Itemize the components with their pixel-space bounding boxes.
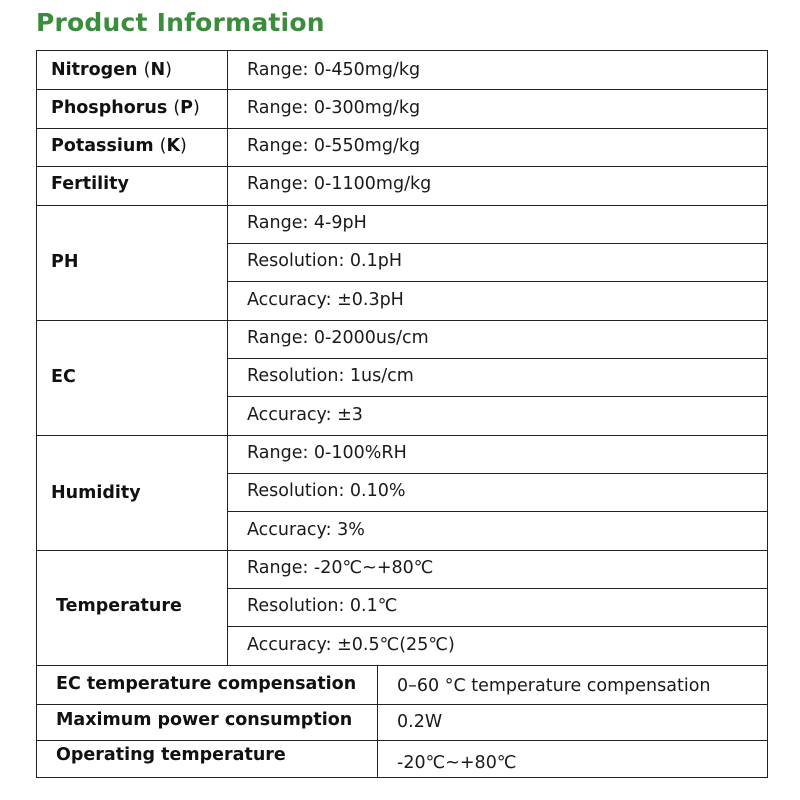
row-divider — [227, 588, 768, 589]
value-fertility-range: Range: 0-1100mg/kg — [247, 174, 432, 194]
value-ph-resolution: Resolution: 0.1pH — [247, 251, 402, 271]
row-divider — [227, 626, 768, 627]
value-temperature-range: Range: -20℃~+80℃ — [247, 558, 434, 578]
row-divider — [227, 473, 768, 474]
row-divider — [36, 665, 768, 666]
value-humidity-range: Range: 0-100%RH — [247, 443, 407, 463]
label-nitrogen: Nitrogen (N) — [51, 60, 172, 80]
row-divider — [227, 243, 768, 244]
label-ec-temperature-compensation: EC temperature compensation — [56, 674, 357, 694]
value-phosphorus-range: Range: 0-300mg/kg — [247, 98, 421, 118]
row-divider — [227, 396, 768, 397]
value-ec-temperature-compensation: 0–60 °C temperature compensation — [397, 676, 711, 696]
column-divider — [377, 665, 378, 778]
label-operating-temperature: Operating temperature — [56, 745, 286, 765]
row-divider — [36, 89, 768, 90]
row-divider — [227, 281, 768, 282]
row-divider — [227, 358, 768, 359]
row-divider — [36, 435, 768, 436]
row-divider — [36, 740, 768, 741]
column-divider — [227, 50, 228, 665]
label-ph: PH — [51, 252, 79, 272]
value-maximum-power-consumption: 0.2W — [397, 712, 443, 732]
label-phosphorus: Phosphorus (P) — [51, 98, 200, 118]
value-humidity-resolution: Resolution: 0.10% — [247, 481, 406, 501]
value-ec-accuracy: Accuracy: ±3 — [247, 405, 363, 425]
value-temperature-accuracy: Accuracy: ±0.5℃(25℃) — [247, 635, 455, 655]
label-ec: EC — [51, 367, 76, 387]
value-humidity-accuracy: Accuracy: 3% — [247, 520, 365, 540]
value-ec-resolution: Resolution: 1us/cm — [247, 366, 414, 386]
value-potassium-range: Range: 0-550mg/kg — [247, 136, 421, 156]
label-potassium: Potassium (K) — [51, 136, 187, 156]
row-divider — [227, 511, 768, 512]
value-nitrogen-range: Range: 0-450mg/kg — [247, 60, 421, 80]
row-divider — [36, 166, 768, 167]
value-ec-range: Range: 0-2000us/cm — [247, 328, 429, 348]
value-operating-temperature: -20℃~+80℃ — [397, 753, 517, 773]
product-info-table — [36, 50, 768, 778]
label-maximum-power-consumption: Maximum power consumption — [56, 710, 353, 730]
row-divider — [36, 704, 768, 705]
value-ph-accuracy: Accuracy: ±0.3pH — [247, 290, 404, 310]
label-fertility: Fertility — [51, 174, 129, 194]
value-ph-range: Range: 4-9pH — [247, 213, 367, 233]
row-divider — [36, 550, 768, 551]
row-divider — [36, 320, 768, 321]
label-temperature: Temperature — [56, 596, 182, 616]
row-divider — [36, 128, 768, 129]
label-humidity: Humidity — [51, 483, 141, 503]
row-divider — [36, 205, 768, 206]
page-title: Product Information — [36, 8, 325, 37]
value-temperature-resolution: Resolution: 0.1℃ — [247, 596, 398, 616]
